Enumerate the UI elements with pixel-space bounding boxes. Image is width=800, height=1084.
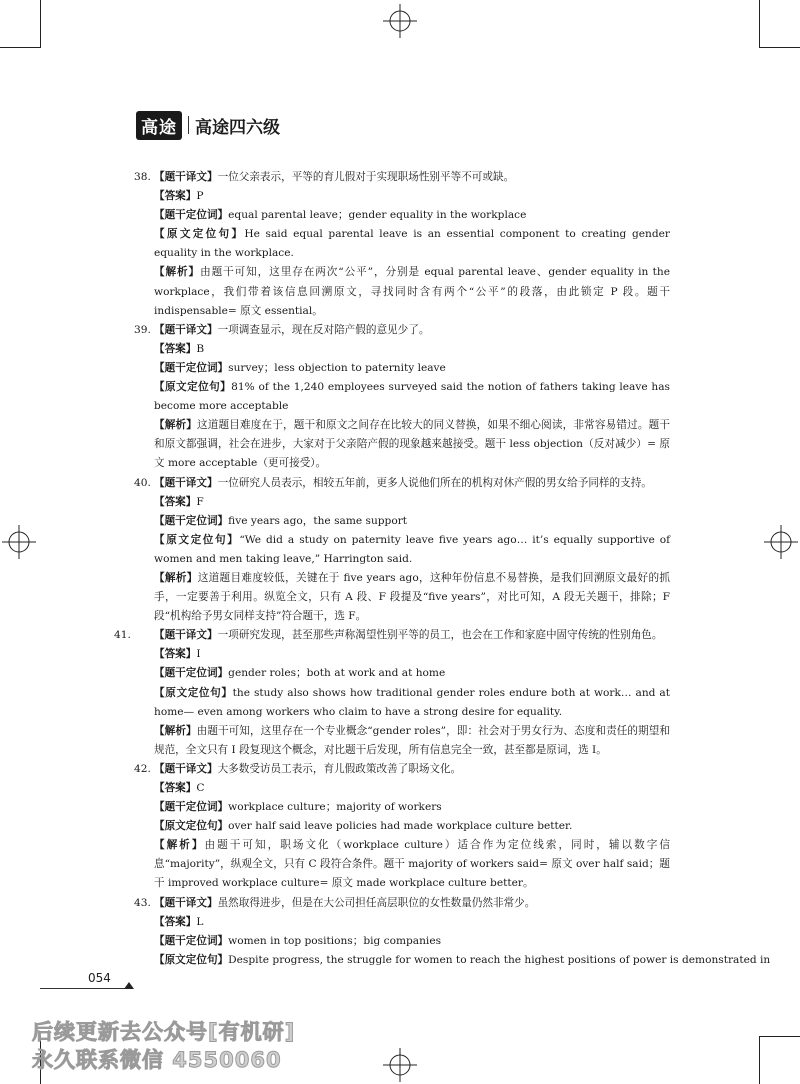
source-text: “We did a study on paternity leave five years ago… it’s equally supportive of women and men taking leave,” Harrington said. [154,533,670,565]
source-text: 81% of the 1,240 employees surveyed said the notion of fathers taking leave has become more acceptable [154,381,670,413]
keyword-text: survey；less objection to paternity leave [228,361,446,374]
registration-mark-icon [764,525,798,559]
analysis-text: 由题干可知，这里存在一个专业概念“gender roles”，即：社会对于男女行为、态度和责任的期望和规范，全文只有 I 段复现这个概念，对比题干后发现，所有信息完全一致，甚至都是原词，选 I。 [154,724,670,756]
answer-value: F [196,495,204,508]
question-number: 42. [134,762,151,775]
page-marker-icon [124,982,134,989]
crop-mark [760,47,800,48]
analysis-label: 【解析】 [154,266,201,279]
source-label: 【原文定位句】 [154,533,240,546]
analysis-label: 【解析】 [154,419,198,432]
translation-text: 一位研究人员表示，相较五年前，更多人说他们所在的机构对休产假的男女给予同样的支持。 [217,476,652,489]
keyword-label: 【题干定位词】 [154,801,229,814]
question-block [114,626,671,760]
source-text: Despite progress, the struggle for women to reach the highest positions of power is demonstrated in [228,953,771,966]
analysis-label: 【解析】 [154,724,197,737]
analysis-label: 【解析】 [154,839,205,852]
answer-label: 【答案】 [154,648,197,661]
keyword-label: 【题干定位词】 [154,361,229,374]
source-label: 【原文定位句】 [154,381,232,394]
source-label: 【原文定位句】 [154,820,229,833]
source-text: the study also shows how traditional gender roles endure both at work… and at home— even among workers who claim to have a strong desire for equality. [154,686,671,718]
answer-label: 【答案】 [154,190,197,203]
keyword-text: five years ago，the same support [228,514,408,527]
page-number: 054 [88,971,111,985]
keyword-text: gender roles；both at work and at home [228,667,446,680]
brand-title: 高途四六级 [195,117,280,138]
answer-value: P [196,190,204,203]
answer-value: B [196,342,205,355]
question-block [134,894,771,970]
keyword-label: 【题干定位词】 [154,209,229,222]
question-block [134,168,670,321]
crop-mark [759,1036,760,1084]
keyword-label: 【题干定位词】 [154,514,229,527]
keyword-text: women in top positions；big companies [228,934,442,947]
translation-text: 一位父亲表示，平等的育儿假对于实现职场性别平等不可或缺。 [217,171,515,183]
analysis-label: 【解析】 [154,571,198,584]
translation-label: 【题干译文】 [154,476,218,489]
page-header [136,112,280,138]
translation-text: 一项研究发现，甚至那些声称渴望性别平等的员工，也会在工作和家庭中固守传统的性别角色。 [217,629,663,642]
question-block [134,321,670,474]
answer-explanations [114,168,771,970]
keyword-text: equal parental leave；gender equality in the workplace [228,209,527,222]
crop-mark [759,0,760,48]
crop-mark [0,47,40,48]
registration-mark-icon [2,525,36,559]
registration-mark-icon [383,4,417,38]
brand-logo: 高途 [136,111,182,140]
answer-label: 【答案】 [154,495,197,508]
keyword-text: workplace culture；majority of workers [228,801,442,814]
analysis-text: 这道题目难度较低，关键在于 five years ago，这种年份信息不易替换，是我们回溯原文最好的抓手，一定要善于利用。纵览全文，只有 A 段、F 段提及“five years”，对比可知，A 段无关题干，排除；F 段“机构给予男女同样支持”符合题干，选 F。 [154,571,670,623]
answer-value: C [196,782,205,794]
source-label: 【原文定位句】 [154,686,233,699]
translation-label: 【题干译文】 [154,323,218,336]
crop-mark [760,1036,800,1037]
translation-label: 【题干译文】 [154,171,218,183]
answer-label: 【答案】 [154,915,197,928]
question-block [134,760,670,894]
answer-value: L [196,915,204,928]
answer-value: I [196,648,201,661]
analysis-text: 由题干可知，这里存在两次“公平”，分别是 equal parental leave、gender equality in the workplace，我们带着该信息回溯原文，寻找同时含有两个“公平”的段落，由此锁定 P 段。题干 indispensable= 原文 essential。 [154,266,671,317]
keyword-label: 【题干定位词】 [154,667,229,680]
source-label: 【原文定位句】 [154,228,245,241]
keyword-label: 【题干定位词】 [154,934,229,947]
source-text: He said equal parental leave is an essential component to creating gender equality in the workplace. [154,228,670,260]
answer-label: 【答案】 [154,782,197,794]
translation-label: 【题干译文】 [154,896,218,909]
registration-mark-icon [383,1048,417,1082]
question-number: 38. [134,171,151,183]
question-number: 39. [134,323,151,336]
translation-label: 【题干译文】 [154,762,218,775]
translation-text: 大多数受访员工表示，育儿假政策改善了职场文化。 [217,762,462,775]
translation-label: 【题干译文】 [154,629,218,642]
translation-text: 虽然取得进步，但是在大公司担任高层职位的女性数量仍然非常少。 [217,896,536,909]
watermark-line-2: 永久联系微信 4550060 [32,1048,282,1072]
source-text: over half said leave policies had made workplace culture better. [228,820,573,833]
crop-mark [40,0,41,48]
watermark-line-1: 后续更新去公众号[有机研] [32,1020,296,1044]
analysis-text: 由题干可知，职场文化（workplace culture）适合作为定位线索，同时，辅以数字信息“majority”，纵观全文，只有 C 段符合条件。题干 majority of workers said= 原文 over half said；题干 improved workplace culture= 原文 made workplace culture better。 [154,839,671,890]
analysis-text: 这道题目难度在于，题干和原文之间存在比较大的同义替换，如果不细心阅读，非常容易错过。题干和原文都强调，社会在进步，大家对于父亲陪产假的现象越来越接受。题干 less objection（反对减少）= 原文 more acceptable（更可接受）。 [154,419,670,470]
answer-label: 【答案】 [154,342,197,355]
question-block [134,474,670,627]
translation-text: 一项调查显示，现在反对陪产假的意见少了。 [217,323,430,336]
source-label: 【原文定位句】 [154,953,229,966]
question-number: 43. [134,896,151,909]
question-number: 40. [134,476,151,489]
question-number: 41. [114,629,131,642]
header-divider [188,116,189,134]
footer-rule [40,988,130,989]
